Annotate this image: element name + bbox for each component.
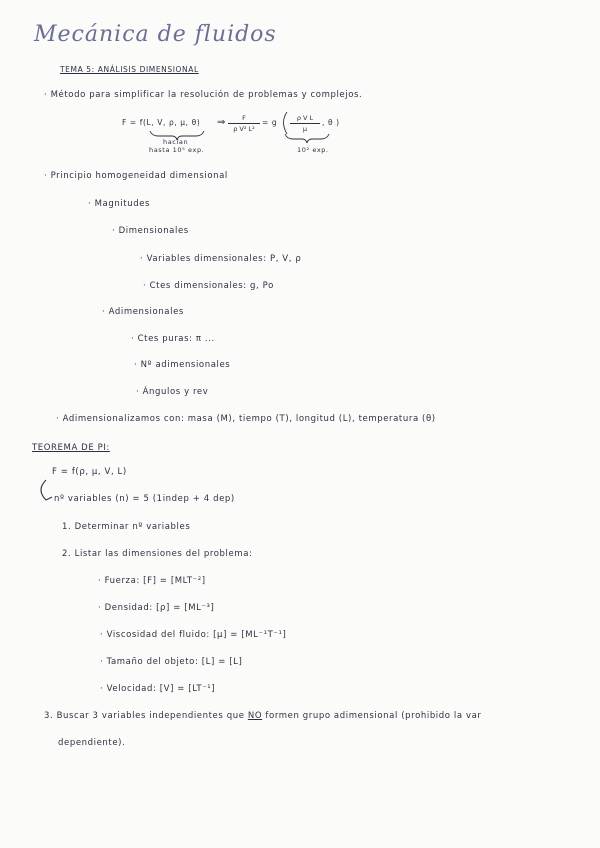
fraction-2-denominator: μ: [302, 125, 308, 133]
fraction-1-denominator: ρ V² L²: [233, 125, 255, 133]
dimensional-constants-line: · Ctes dimensionales: g, Po: [143, 281, 274, 291]
density-line: · Densidad: [ρ] = [ML⁻³]: [98, 603, 215, 613]
viscosity-line: · Viscosidad del fluido: [μ] = [ML⁻¹T⁻¹]: [100, 630, 287, 640]
formula-tail: , θ ): [322, 118, 340, 127]
principle-line: · Principio homogeneidad dimensional: [44, 171, 228, 181]
pure-constants-line: · Ctes puras: π ...: [131, 334, 215, 344]
formula-lhs: F = f(L, V, ρ, μ, θ): [122, 118, 201, 127]
formula-note-hacian: hacían: [163, 138, 189, 146]
brace-under-arguments: [150, 131, 204, 140]
adimensional-numbers-line: · Nº adimensionales: [134, 360, 231, 370]
step-1-line: 1. Determinar nº variables: [62, 522, 191, 532]
dimensional-variables-line: · Variables dimensionales: P, V, ρ: [140, 254, 302, 264]
step-3-text-a: 3. Buscar 3 variables independientes que: [44, 711, 245, 721]
curved-arrow-icon: [41, 480, 52, 500]
fraction-1-numerator: F: [242, 114, 246, 122]
fraction-2-numerator: ρ V L: [296, 114, 314, 122]
formula-note-hasta: hasta 10⁵ exp.: [149, 146, 205, 154]
force-line: · Fuerza: [F] = [MLT⁻²]: [98, 576, 206, 586]
step-3-text-b: formen grupo adimensional (prohibido la var: [265, 711, 482, 721]
paren-left: [284, 112, 288, 134]
size-line: · Tamaño del objeto: [L] = [L]: [100, 657, 243, 667]
adimensional-line: · Adimensionales: [102, 307, 184, 317]
angles-line: · Ángulos y rev: [136, 387, 209, 397]
method-line: · Método para simplificar la resolución de problemas y complejos.: [44, 90, 363, 100]
step-2-line: 2. Listar las dimensiones del problema:: [62, 549, 253, 559]
brace-under-g: [285, 134, 329, 143]
theorem-heading: TEOREMA DE PI:: [32, 443, 110, 453]
section-heading: TEMA 5: ANÁLISIS DIMENSIONAL: [60, 65, 199, 74]
dimensional-line: · Dimensionales: [112, 226, 189, 236]
variables-count-line: nº variables (n) = 5 (1indep + 4 dep): [54, 494, 235, 504]
magnitudes-line: · Magnitudes: [88, 199, 151, 209]
function-line: F = f(ρ, μ, V, L): [52, 467, 127, 477]
step-3-no: NO: [247, 711, 263, 721]
formula-arrow: ⇒: [217, 117, 226, 128]
adimensionalize-line: · Adimensionalizamos con: masa (M), tiempo (T), longitud (L), temperatura (θ): [56, 414, 436, 424]
formula-note-exp: 10² exp.: [297, 146, 329, 154]
velocity-line: · Velocidad: [V] = [LT⁻¹]: [100, 684, 216, 694]
formula-eq: = g: [262, 118, 278, 127]
page-title: Mecánica de fluidos: [34, 22, 277, 47]
step-3-continuation: dependiente).: [58, 738, 126, 748]
